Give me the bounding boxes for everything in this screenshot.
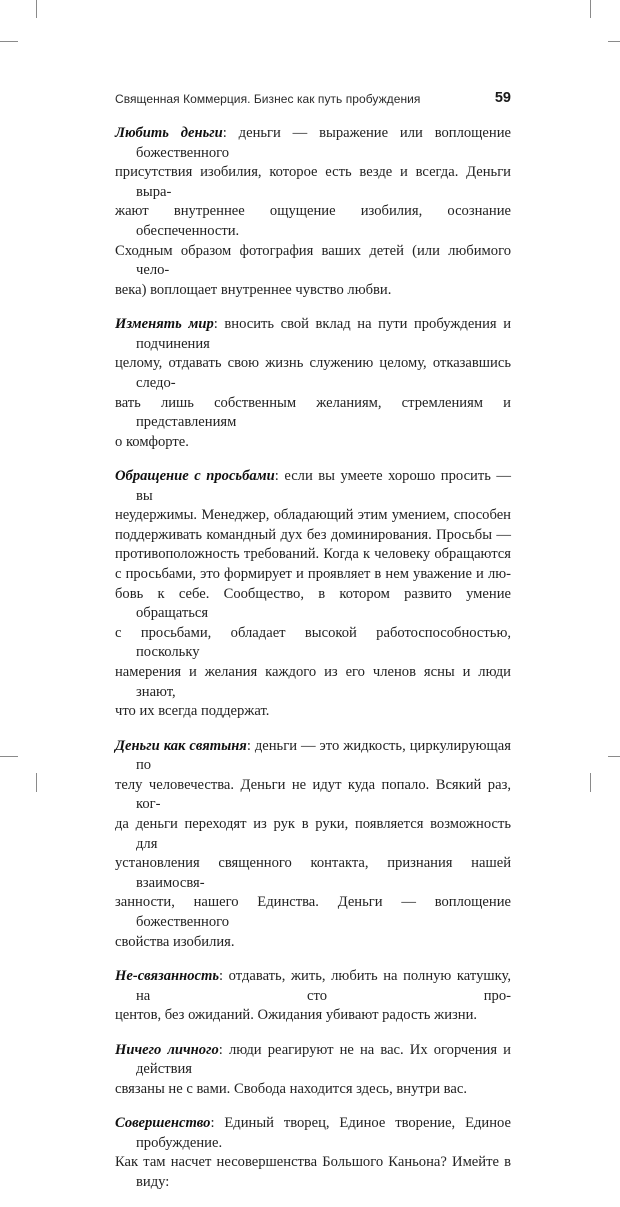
- entry-line: противоположность требований. Когда к человеку обращаются: [115, 546, 511, 563]
- entry-line: целому, отдавать свою жизнь служению целому, отказавшись следо-: [115, 355, 511, 391]
- entry-line: Ничего личного: люди реагируют не на вас. Их огорчения и действия: [115, 1041, 511, 1078]
- glossary-entry-change-world: [115, 315, 511, 452]
- entry-line: намерения и желания каждого из его членов ясны и люди знают,: [115, 664, 511, 700]
- entry-line: Не-связанность: отдавать, жить, любить на полную катушку, на сто про-: [115, 967, 511, 1004]
- entry-line: поддерживать командный дух без доминирования. Просьбы —: [115, 526, 511, 543]
- entry-line: что их всегда поддержат.: [115, 703, 270, 720]
- entry-term: Не-связанность: [115, 967, 220, 984]
- entry-line: Изменять мир: вносить свой вклад на пути пробуждения и подчинения: [115, 316, 511, 352]
- entry-term: Деньги как святыня: [115, 737, 247, 754]
- entry-line: неудержимы. Менеджер, обладающий этим умением, способен: [115, 507, 511, 524]
- crop-mark-top-right-vertical: [590, 0, 591, 18]
- crop-mark-bottom-right-vertical: [590, 773, 591, 792]
- entry-line: Деньги как святыня: деньги — это жидкость, циркулирующая по: [115, 737, 511, 774]
- crop-mark-bottom-left-vertical: [36, 773, 37, 792]
- entry-line: телу человечества. Деньги не идут куда попало. Всякий раз, ког-: [115, 776, 511, 813]
- entry-line: установления священного контакта, признания нашей взаимосвя-: [115, 855, 511, 891]
- entry-line: жают внутреннее ощущение изобилия, осознание обеспеченности.: [115, 203, 511, 239]
- glossary-entry-love-money: [115, 124, 511, 300]
- glossary-body: [115, 124, 511, 1207]
- entry-term: Любить деньги: [115, 125, 223, 141]
- entry-line: Любить деньги: деньги — выражение или воплощение божественного: [115, 125, 511, 161]
- entry-term: Изменять мир: [115, 316, 214, 333]
- entry-line: вать лишь собственным желаниям, стремлениям и представлениям: [115, 394, 511, 431]
- glossary-entry-money-sacred: [115, 737, 511, 953]
- crop-mark-top-left-horizontal: [0, 41, 18, 42]
- entry-line: центов, без ожиданий. Ожидания убивают радость жизни.: [115, 1007, 478, 1024]
- page-number: 59: [494, 90, 511, 106]
- entry-line: века) воплощает внутреннее чувство любви.: [115, 281, 392, 298]
- entry-line: с просьбами, обладает высокой работоспособностью, поскольку: [115, 624, 511, 661]
- entry-term: Обращение с просьбами: [115, 468, 275, 485]
- crop-mark-top-right-horizontal: [608, 41, 620, 42]
- entry-line: с просьбами, это формирует и проявляет в нем уважение и лю-: [115, 566, 511, 583]
- entry-line: да деньги переходят из рук в руки, появляется возможность для: [115, 815, 511, 852]
- entry-line: связаны не с вами. Свобода находится здесь, внутри вас.: [115, 1080, 467, 1097]
- entry-line: занности, нашего Единства. Деньги — воплощение божественного: [115, 894, 511, 930]
- entry-line: Как там насчет несовершенства Большого Каньона? Имейте в виду:: [115, 1154, 511, 1190]
- entry-line: Совершенство: Единый творец, Единое творение, Единое пробуждение.: [115, 1115, 511, 1151]
- entry-line: Обращение с просьбами: если вы умеете хорошо просить — вы: [115, 468, 511, 504]
- glossary-entry-perfection: [115, 1114, 511, 1192]
- entry-line: о комфорте.: [115, 433, 189, 450]
- entry-term: Совершенство: [115, 1115, 211, 1132]
- book-title: Священная Коммерция. Бизнес как путь пробуждения: [115, 92, 421, 106]
- entry-line: бовь к себе. Сообщество, в котором развито умение обращаться: [115, 585, 511, 622]
- crop-mark-bottom-right-horizontal: [608, 756, 620, 757]
- running-head: [115, 90, 511, 108]
- entry-term: Ничего личного: [115, 1041, 219, 1058]
- entry-line: Сходным образом фотография ваших детей (или любимого чело-: [115, 242, 511, 279]
- crop-mark-bottom-left-horizontal: [0, 756, 18, 757]
- entry-line: присутствия изобилия, которое есть везде и всегда. Деньги выра-: [115, 164, 511, 200]
- glossary-entry-non-attachment: [115, 967, 511, 1026]
- crop-mark-top-left-vertical: [36, 0, 37, 18]
- glossary-entry-requests: [115, 467, 511, 722]
- glossary-entry-nothing-personal: [115, 1041, 511, 1100]
- entry-line: свойства изобилия.: [115, 933, 235, 950]
